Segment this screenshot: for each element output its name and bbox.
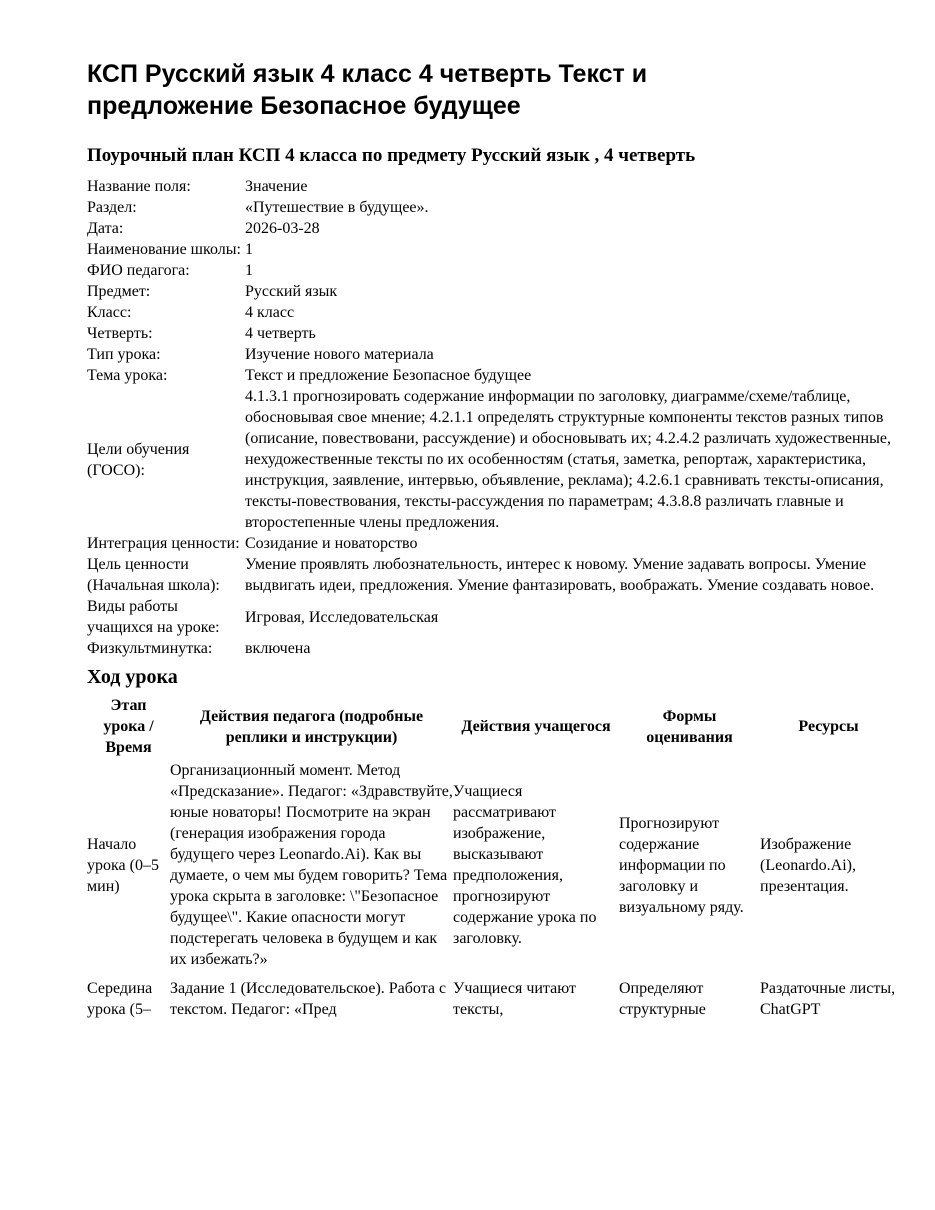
field-value: 1	[245, 241, 253, 258]
header-teacher-actions: Действия педагога (подробные реплики и инструкции)	[199, 707, 424, 746]
field-value: «Путешествие в будущее».	[245, 199, 429, 216]
field-value: 4.1.3.1 прогнозировать содержание информации по заголовку, диаграмме/схеме/таблице, обосновывая свое мнение; 4.2.1.1 определять структурные компоненты текстов разных типов (описание, повествовани, рассуждение) и обосновывать их; 4.2.4.2 различать художественные, нехудожественные тексты по их особенностям (статья, заметка, репортаж, характеристика, инструкция, заявление, интервью, объявление, реклама); 4.2.6.1 сравнивать тексты-описания, тексты-повествования, тексты-рассуждения по параметрам; 4.3.8.8 различать главные и второстепенные члены предложения.	[245, 388, 891, 531]
table-row	[87, 760, 897, 978]
field-value: 4 четверть	[245, 325, 316, 342]
cell-student-actions: Учащиеся рассматривают изображение, высказывают предположения, прогнозируют содержание урока по заголовку.	[453, 783, 597, 947]
field-value: Умение проявлять любознательность, интерес к новому. Умение задавать вопросы. Умение выдвигать идеи, предложения. Умение фантазировать, воображать. Умение создавать новое.	[245, 556, 875, 594]
plan-subtitle: Поурочный план КСП 4 класса по предмету Русский язык , 4 четверть	[87, 145, 696, 166]
cell-resources: Раздаточные листы, ChatGPT	[760, 980, 896, 1018]
document-page	[87, 58, 897, 1028]
header-stage: Этап урока / Время	[103, 697, 154, 756]
field-row	[87, 323, 897, 344]
field-row	[87, 260, 897, 281]
field-row	[87, 344, 897, 365]
cell-student-actions: Учащиеся читают тексты,	[453, 980, 576, 1018]
field-row	[87, 365, 897, 386]
field-row	[87, 281, 897, 302]
field-value: Русский язык	[245, 283, 338, 300]
field-row	[87, 197, 897, 218]
field-label: Физкультминутка:	[87, 640, 213, 657]
field-value: 4 класс	[245, 304, 295, 321]
field-row	[87, 533, 897, 554]
field-label: Тип урока:	[87, 346, 161, 363]
cell-assessment: Прогнозируют содержание информации по заголовку и визуальному ряду.	[619, 814, 744, 916]
field-label: Виды работы учащихся на уроке:	[87, 598, 220, 636]
cell-stage: Начало урока (0–5 мин)	[87, 835, 159, 895]
field-label: Дата:	[87, 220, 124, 237]
field-row	[87, 176, 897, 197]
field-label: Четверть:	[87, 325, 153, 342]
field-value: Изучение нового материала	[245, 346, 434, 363]
cell-assessment: Определяют структурные	[619, 980, 706, 1018]
cell-teacher-actions: Организационный момент. Метод «Предсказание». Педагог: «Здравствуйте, юные новаторы! Посмотрите на экран (генерация изображения города будущего через Leonardo.Ai). Как вы думаете, о чем мы будем говорить? Тема урока скрыта в заголовке: \"Безопасное будущее\". Какие опасности могут подстерегать человека в будущем и как их избежать?»	[170, 762, 453, 968]
cell-resources: Изображение (Leonardo.Ai), презентация.	[760, 835, 856, 895]
lesson-progress-heading: Ход урока	[87, 666, 178, 688]
field-value: включена	[245, 640, 311, 657]
field-row	[87, 596, 897, 638]
header-student-actions: Действия учащегося	[461, 718, 611, 735]
field-label: Раздел:	[87, 199, 137, 216]
table-row	[87, 978, 897, 1028]
lesson-fields-table	[87, 176, 897, 659]
field-label: Название поля:	[87, 178, 191, 195]
field-row	[87, 302, 897, 323]
field-value: Игровая, Исследовательская	[245, 608, 439, 626]
field-value: Текст и предложение Безопасное будущее	[245, 367, 532, 384]
document-title: КСП Русский язык 4 класс 4 четверть Текст и предложение Безопасное будущее	[87, 60, 648, 120]
field-value: Значение	[245, 178, 308, 195]
table-header-row	[87, 695, 897, 760]
header-assessment: Формы оценивания	[646, 707, 733, 746]
field-value: 2026-03-28	[245, 220, 320, 237]
field-label: Класс:	[87, 304, 132, 321]
field-value: 1	[245, 262, 253, 279]
header-resources: Ресурсы	[798, 718, 859, 735]
field-label: Интеграция ценности:	[87, 535, 240, 552]
field-row	[87, 386, 897, 533]
field-row	[87, 239, 897, 260]
field-label: Тема урока:	[87, 367, 168, 384]
lesson-fields-body	[87, 176, 897, 659]
cell-teacher-actions: Задание 1 (Исследовательское). Работа с текстом. Педагог: «Пред	[170, 980, 447, 1018]
field-label: Цели обучения (ГОСО):	[87, 440, 190, 479]
field-row	[87, 218, 897, 239]
field-label: Предмет:	[87, 283, 151, 300]
field-label: Наименование школы:	[87, 241, 241, 258]
field-label: ФИО педагога:	[87, 262, 190, 279]
field-label: Цель ценности (Начальная школа):	[87, 556, 220, 594]
field-row	[87, 638, 897, 659]
field-value: Созидание и новаторство	[245, 535, 418, 552]
field-row	[87, 554, 897, 596]
cell-stage: Середина урока (5–	[87, 980, 153, 1018]
lesson-steps-table	[87, 695, 897, 1028]
